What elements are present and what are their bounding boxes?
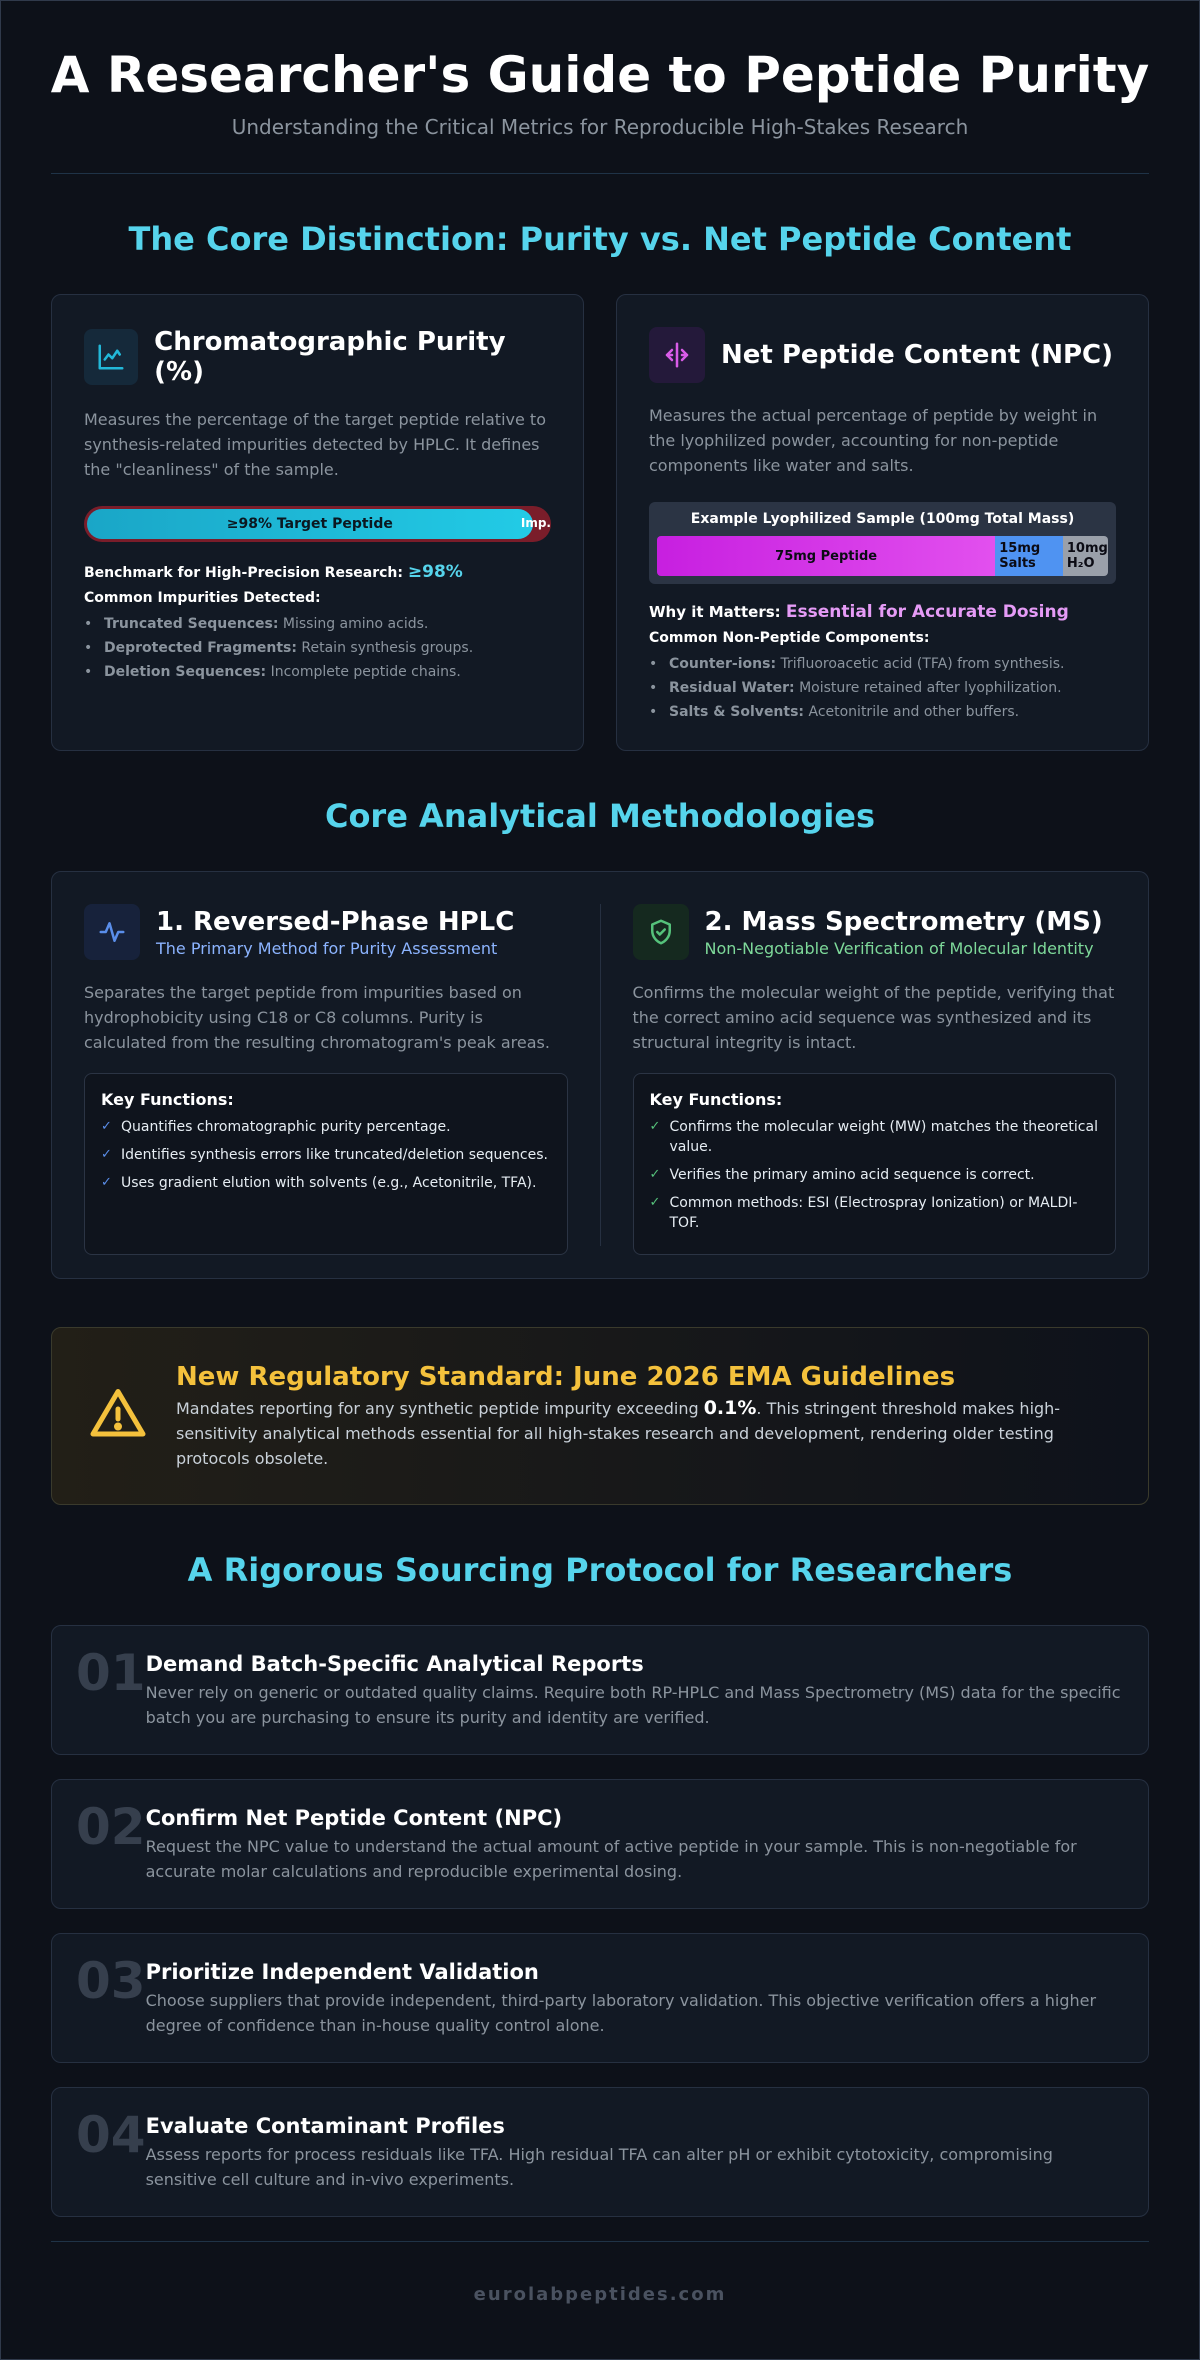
protocol-steps [51, 1625, 1149, 2217]
footer-divider [51, 2241, 1149, 2242]
step-text: Assess reports for process residuals like TFA. High residual TFA can alter pH or exhibit cytotoxicity, compromising sensitive cell culture and in-vivo experiments. [145, 2145, 1053, 2189]
ms-subtitle: Non-Negotiable Verification of Molecular Identity [704, 938, 1094, 958]
ms-description: Confirms the molecular weight of the peptide, verifying that the correct amino acid sequence was synthesized and its structural integrity is intact. [632, 983, 1115, 1052]
section-title-methods: Core Analytical Methodologies [324, 797, 876, 835]
benchmark-label: Benchmark for High-Precision Research: [84, 565, 403, 581]
step-title: Evaluate Contaminant Profiles [145, 2114, 505, 2138]
impurities-heading: Common Impurities Detected: [84, 590, 321, 606]
benchmark [84, 562, 551, 582]
purity-bar [84, 506, 551, 542]
step-title: Demand Batch-Specific Analytical Reports [145, 1652, 644, 1676]
section-title-distinction: The Core Distinction: Purity vs. Net Peptide Content [128, 220, 1072, 258]
purity-card [51, 294, 584, 751]
list-item: ✓ Quantifies chromatographic purity percentage. [101, 1117, 551, 1137]
list-item: • Residual Water: Moisture retained after lyophilization. [649, 676, 1116, 700]
page-title: A Researcher's Guide to Peptide Purity [50, 46, 1150, 104]
ms-column [633, 904, 1117, 1246]
purity-bar-fill: ≥98% Target Peptide [87, 509, 533, 539]
list-item: ✓ Verifies the primary amino acid sequence is correct. [650, 1165, 1100, 1185]
header-divider [51, 173, 1149, 174]
impurities-list [84, 612, 551, 684]
npc-description: Measures the actual percentage of peptide by weight in the lyophilized powder, accounting for non-peptide components like water and salts. [649, 406, 1098, 475]
list-item: • Deprotected Fragments: Retain synthesis groups. [84, 636, 551, 660]
list-item: ✓ Confirms the molecular weight (MW) matches the theoretical value. [650, 1117, 1100, 1157]
warning-triangle-icon [86, 1384, 150, 1448]
water-segment: 10mg H₂O [1063, 536, 1108, 576]
components-heading: Common Non-Peptide Components: [649, 630, 930, 646]
why-value: Essential for Accurate Dosing [785, 602, 1069, 622]
regulatory-alert [51, 1327, 1149, 1505]
page-header [1, 1, 1199, 139]
hplc-key-functions: Key Functions: ✓ Quantifies chromatographic purity percentage. ✓ Identifies synthesis errors like truncated/deletion sequences. ✓ Uses gradient elution with solvents (e.g., Acetonitrile, TFA). [84, 1073, 568, 1255]
protocol-step [51, 1779, 1149, 1909]
benchmark-value: ≥98% [407, 562, 463, 582]
methods-card [51, 871, 1149, 1279]
list-item: ✓ Uses gradient elution with solvents (e.g., Acetonitrile, TFA). [101, 1173, 551, 1193]
purity-card-title: Chromatographic Purity (%) [154, 327, 506, 387]
alert-text: Mandates reporting for any synthetic peptide impurity exceeding 0.1%. This stringent threshold makes high-sensitivity analytical methods essential for all high-stakes research and development, rendering older testing protocols obsolete. [176, 1396, 1061, 1468]
step-text: Never rely on generic or outdated quality claims. Require both RP-HPLC and Mass Spectrometry (MS) data for the specific batch you are purchasing to ensure its purity and identity are verified. [145, 1683, 1121, 1727]
shield-check-icon [633, 904, 689, 960]
hplc-title: 1. Reversed-Phase HPLC [156, 906, 515, 937]
step-number: 01 [76, 1644, 146, 1702]
hplc-subtitle: The Primary Method for Purity Assessment [156, 938, 498, 958]
peptide-segment: 75mg Peptide [657, 536, 995, 576]
section-title-protocol: A Rigorous Sourcing Protocol for Researchers [187, 1551, 1013, 1589]
ms-title: 2. Mass Spectrometry (MS) [704, 906, 1103, 937]
step-title: Prioritize Independent Validation [145, 1960, 539, 1984]
step-text: Choose suppliers that provide independent, third-party laboratory validation. This objective verification offers a higher degree of confidence than in-house quality control alone. [145, 1991, 1097, 2035]
list-item: ✓ Common methods: ESI (Electrospray Ionization) or MALDI-TOF. [650, 1193, 1100, 1233]
hplc-column [84, 904, 568, 1246]
protocol-step [51, 1625, 1149, 1755]
salts-segment: 15mg Salts [995, 536, 1063, 576]
npc-card-title: Net Peptide Content (NPC) [721, 340, 1113, 370]
list-item: • Deletion Sequences: Incomplete peptide chains. [84, 660, 551, 684]
why-it-matters: Why it Matters: Essential for Accurate Dosing [649, 602, 1069, 622]
ms-key-functions: Key Functions: ✓ Confirms the molecular weight (MW) matches the theoretical value. ✓ Verifies the primary amino acid sequence is correct. ✓ Common methods: ESI (Electrospray Ionization) or MALDI-TOF. [633, 1073, 1117, 1255]
sample-title: Example Lyophilized Sample (100mg Total Mass) [690, 511, 1075, 527]
alert-title: New Regulatory Standard: June 2026 EMA Guidelines [176, 1361, 956, 1392]
step-title: Confirm Net Peptide Content (NPC) [145, 1806, 563, 1830]
npc-card [616, 294, 1149, 751]
chart-line-icon [84, 329, 138, 385]
protocol-step [51, 2087, 1149, 2217]
list-item: • Salts & Solvents: Acetonitrile and other buffers. [649, 700, 1116, 724]
list-item: • Counter-ions: Trifluoroacetic acid (TFA) from synthesis. [649, 652, 1116, 676]
methods-divider [600, 904, 601, 1246]
step-number: 03 [76, 1952, 146, 2010]
arrows-split-icon [649, 327, 705, 383]
footer-site: eurolabpeptides.com [473, 2284, 727, 2305]
impurity-label: Imp. [520, 516, 551, 530]
page-subtitle: Understanding the Critical Metrics for Reproducible High-Stakes Research [231, 115, 969, 139]
list-item: • Truncated Sequences: Missing amino acids. [84, 612, 551, 636]
protocol-step [51, 1933, 1149, 2063]
distinction-row [51, 294, 1149, 751]
sample-composition [649, 502, 1116, 584]
components-list [649, 652, 1116, 724]
step-number: 02 [76, 1798, 146, 1856]
purity-description: Measures the percentage of the target peptide relative to synthesis-related impurities detected by HPLC. It defines the "cleanliness" of the sample. [84, 410, 546, 479]
activity-pulse-icon [84, 904, 140, 960]
step-text: Request the NPC value to understand the actual amount of active peptide in your sample. This is non-negotiable for accurate molar calculations and reproducible experimental dosing. [145, 1837, 1077, 1881]
composition-bar [657, 536, 1108, 576]
hplc-description: Separates the target peptide from impurities based on hydrophobicity using C18 or C8 columns. Purity is calculated from the resulting chromatogram's peak areas. [84, 983, 550, 1052]
step-number: 04 [76, 2106, 146, 2164]
list-item: ✓ Identifies synthesis errors like truncated/deletion sequences. [101, 1145, 551, 1165]
